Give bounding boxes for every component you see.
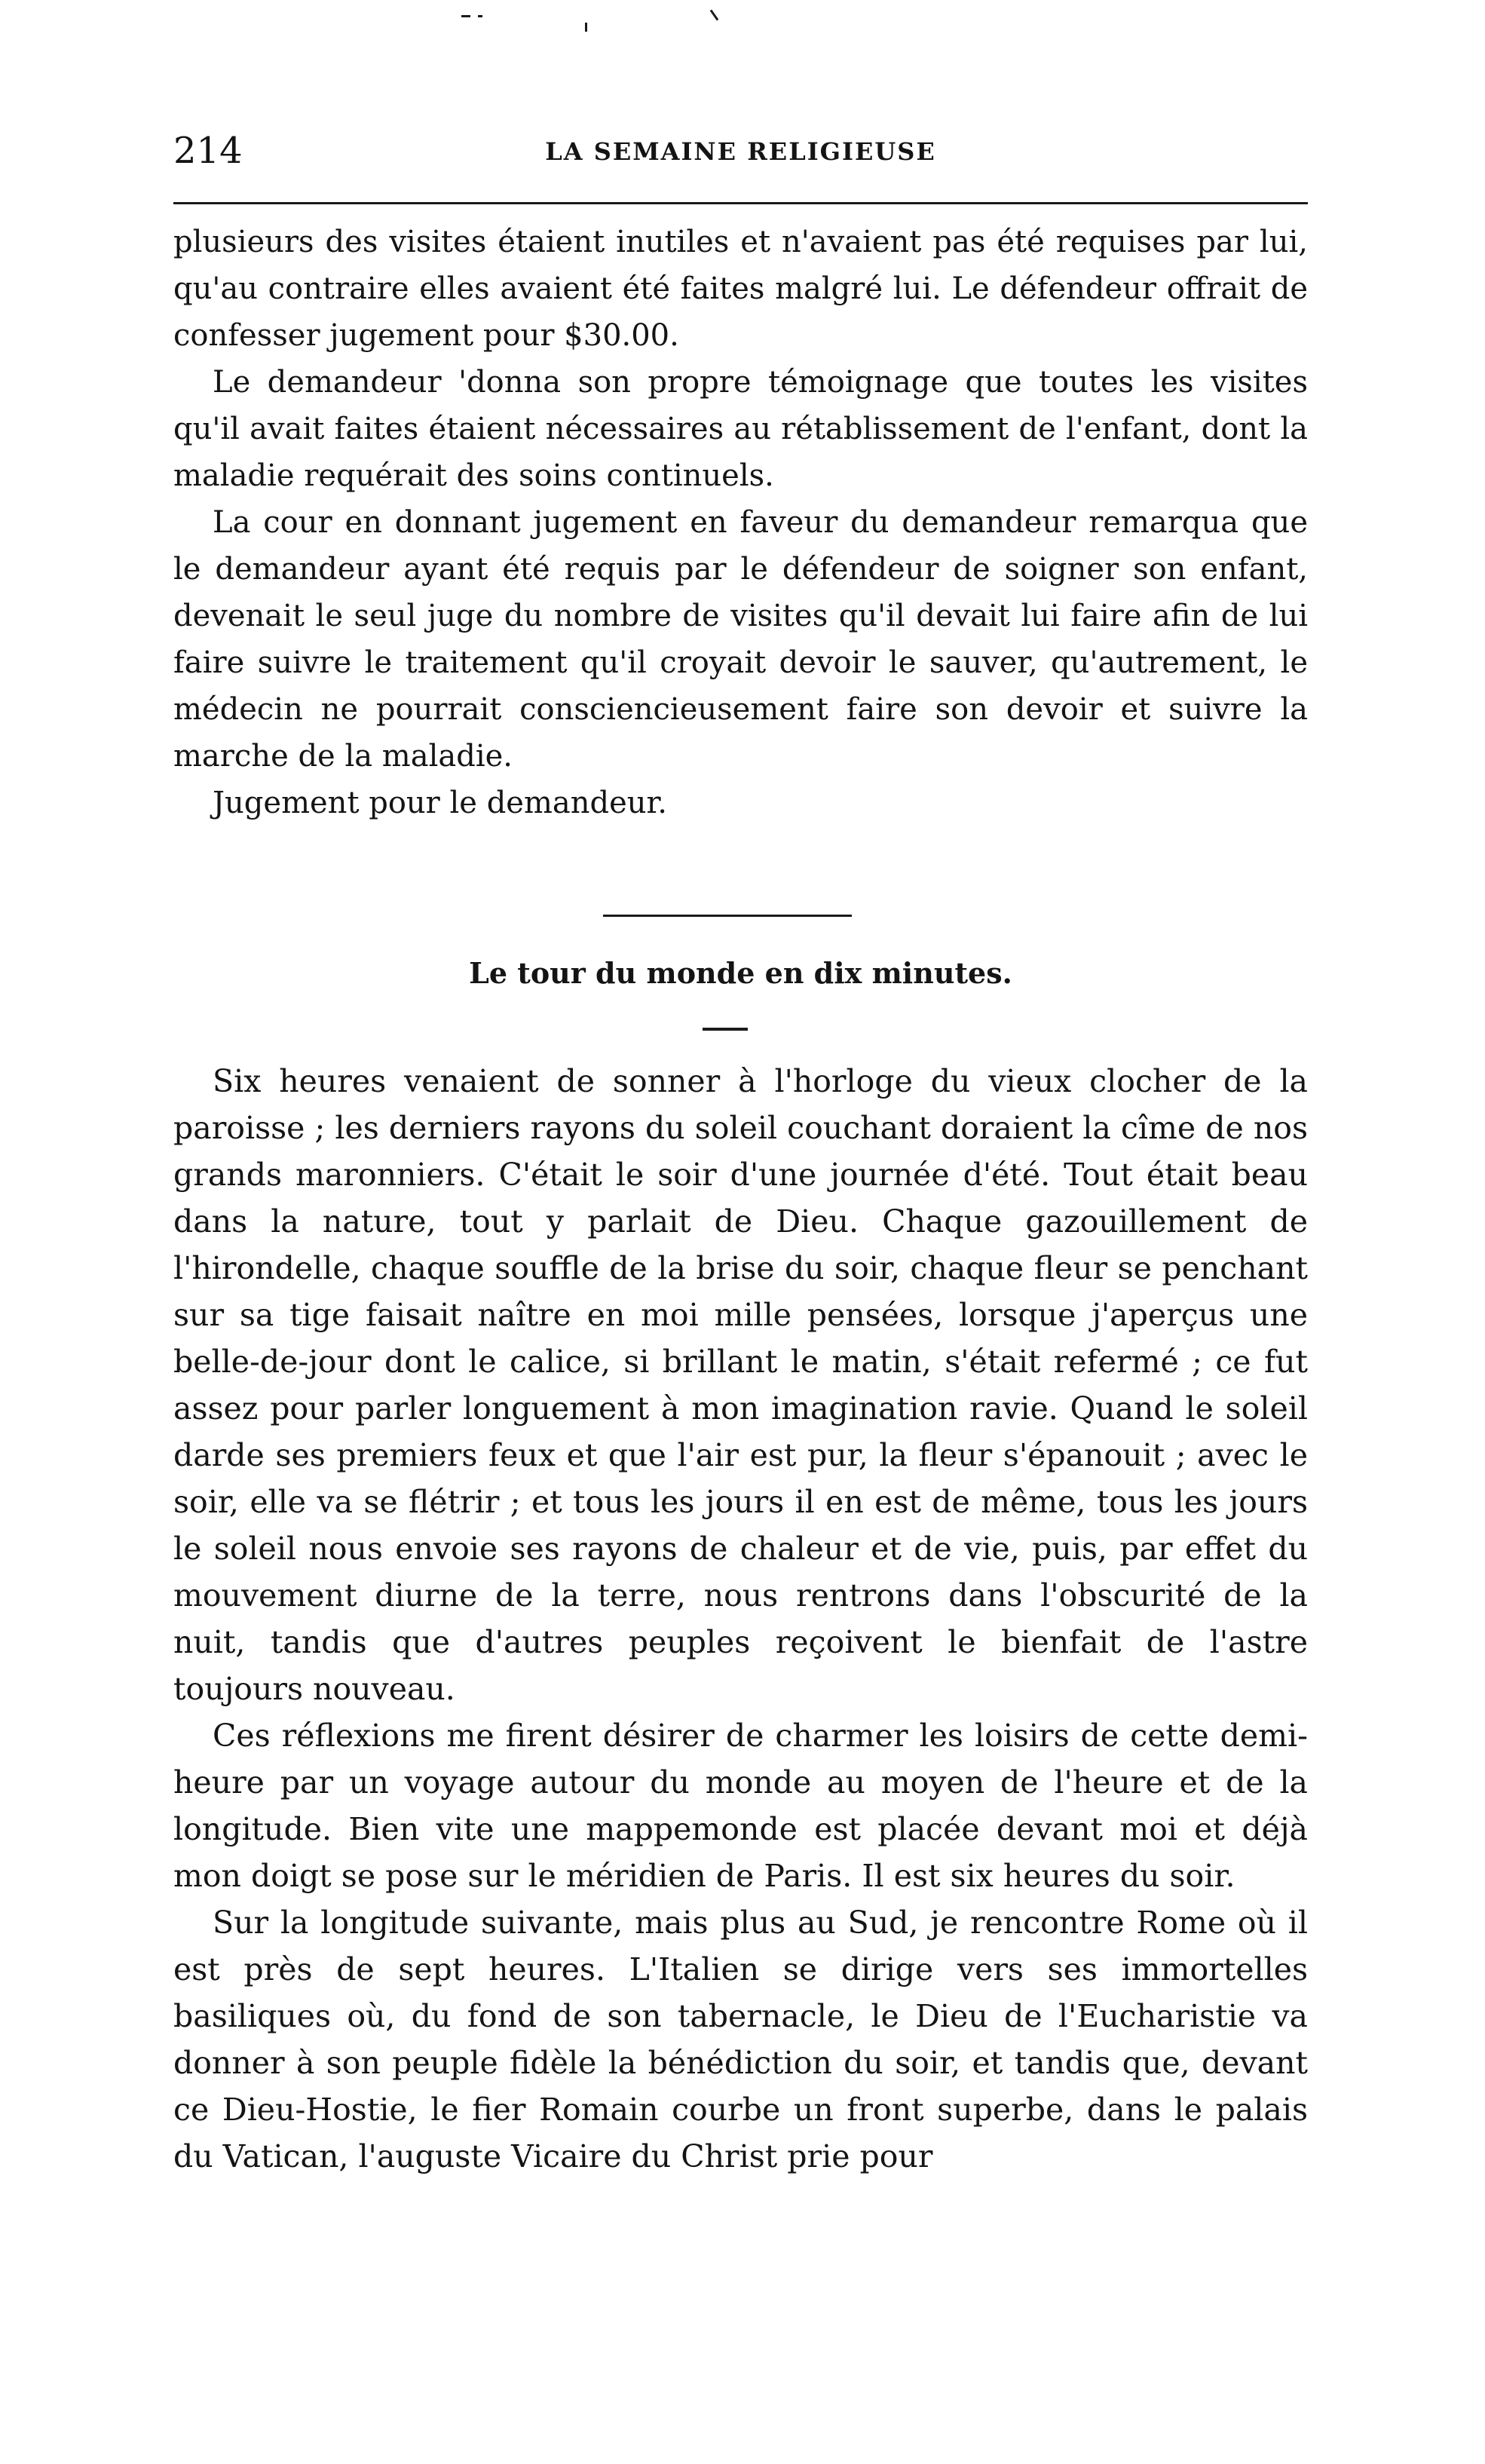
scan-speck <box>710 10 719 21</box>
scan-speck <box>478 15 482 17</box>
paragraph: Jugement pour le demandeur. <box>213 786 667 820</box>
paragraph: Le demandeur 'donna son propre témoignage que toutes les visites qu'il avait faites étaient nécessaires au rétablissement de l'enfant, dont la maladie requérait des soins continuels. <box>173 365 1308 493</box>
article-title: Le tour du monde en dix minutes. <box>469 956 1012 990</box>
scan-speck <box>585 23 587 32</box>
page-number: 214 <box>173 130 243 172</box>
paragraph: Sur la longitude suivante, mais plus au Sud, je rencontre Rome où il est près de sept heures. L'Italien se dirige vers ses immortelles basiliques où, du fond de son tabernacle, le Dieu de l'Eucharistie va donner à son peuple fidèle la bénédiction du soir, et tandis que, devant ce Dieu-Hostie, le fier Romain courbe un front superbe, dans le palais du Vatican, l'auguste Vicaire du Christ prie pour <box>173 1905 1308 2174</box>
article-1-body <box>173 219 1308 826</box>
running-title: LA SEMAINE RELIGIEUSE <box>545 137 936 166</box>
header-rule <box>173 202 1308 204</box>
title-underline <box>703 1028 748 1031</box>
page-header <box>173 121 1308 181</box>
article-2-body <box>173 1058 1308 2180</box>
section-divider <box>603 915 852 917</box>
scan-speck <box>461 15 470 17</box>
paragraph: La cour en donnant jugement en faveur du demandeur remarqua que le demandeur ayant été requis par le défendeur de soigner son enfant, devenait le seul juge du nombre de visites qu'il devait lui faire afin de lui faire suivre le traitement qu'il croyait devoir le sauver, qu'autrement, le médecin ne pourrait consciencieusement faire son devoir et suivre la marche de la maladie. <box>173 505 1308 774</box>
paragraph: Six heures venaient de sonner à l'horloge du vieux clocher de la paroisse ; les derniers rayons du soleil couchant doraient la cîme de nos grands maronniers. C'était le soir d'une journée d'été. Tout était beau dans la nature, tout y parlait de Dieu. Chaque gazouillement de l'hirondelle, chaque souffle de la brise du soir, chaque fleur se penchant sur sa tige faisait naître en moi mille pensées, lorsque j'aperçus une belle-de-jour dont le calice, si brillant le matin, s'était refermé ; ce fut assez pour parler longuement à mon imagination ravie. Quand le soleil darde ses premiers feux et que l'air est pur, la fleur s'épanouit ; avec le soir, elle va se flétrir ; et tous les jours il en est de même, tous les jours le soleil nous envoie ses rayons de chaleur et de vie, puis, par effet du mouvement diurne de la terre, nous rentrons dans l'obscurité de la nuit, tandis que d'autres peuples reçoivent le bienfait de l'astre toujours nouveau. <box>173 1063 1308 1707</box>
paragraph: plusieurs des visites étaient inutiles et n'avaient pas été requises par lui, qu'au contraire elles avaient été faites malgré lui. Le défendeur offrait de confesser jugement pour $30.00. <box>173 225 1308 353</box>
paragraph: Ces réflexions me firent désirer de charmer les loisirs de cette demi-heure par un voyage autour du monde au moyen de l'heure et de la longitude. Bien vite une mappemonde est placée devant moi et déjà mon doigt se pose sur le méridien de Paris. Il est six heures du soir. <box>173 1718 1308 1894</box>
